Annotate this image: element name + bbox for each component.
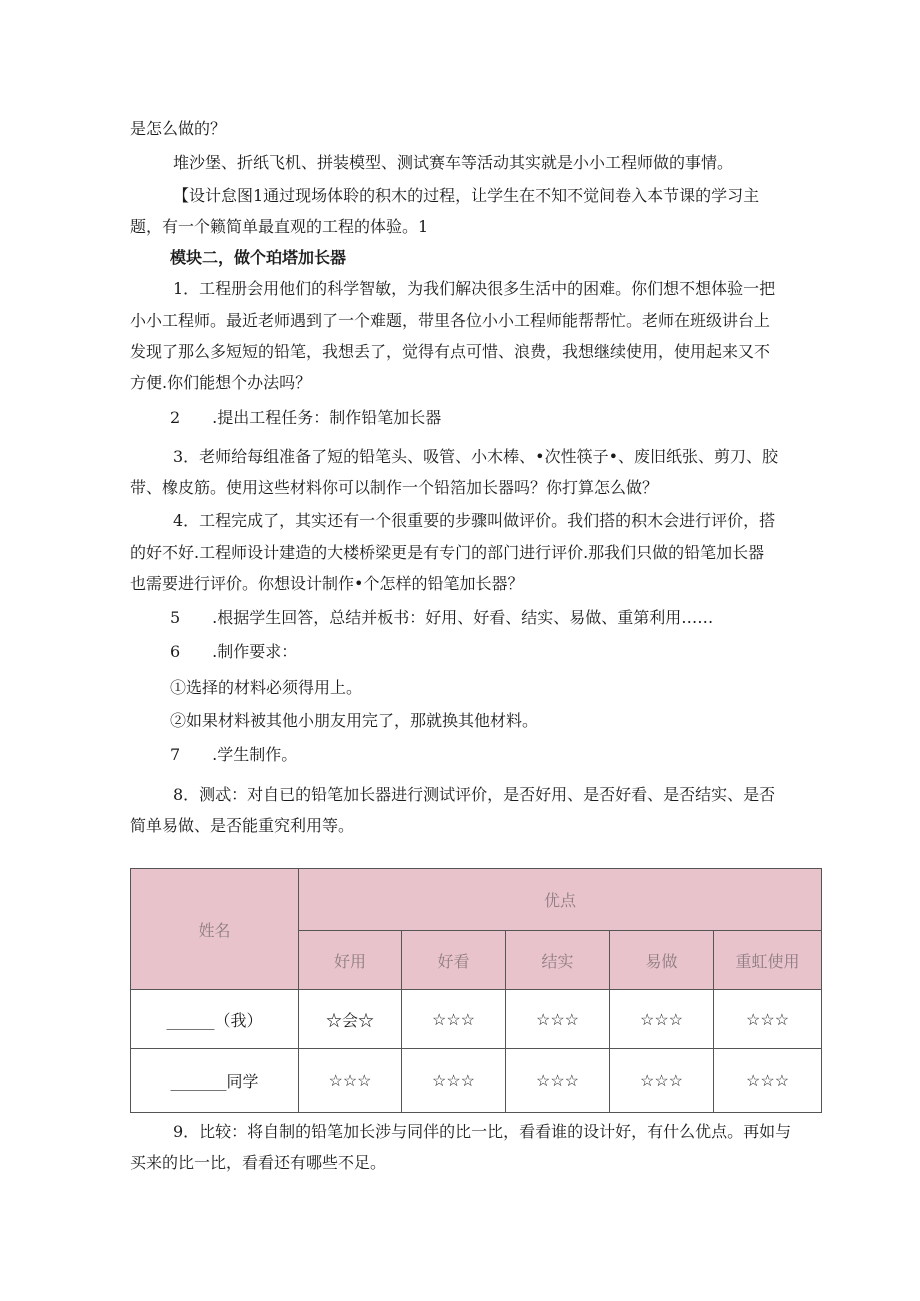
star-rating-cell: ☆☆☆ xyxy=(402,1049,506,1113)
step-line: 8．测忒：对自已的铅笔加长器进行测试评价，是否好用、是否好看、是否结实、是否 xyxy=(173,785,776,804)
name-header: 姓名 xyxy=(131,869,299,990)
column-header: 结实 xyxy=(506,931,610,990)
star-rating-cell: ☆会☆ xyxy=(299,990,402,1049)
design-intent-line: 题，有一个籁简单最直观的工程的体验。1 xyxy=(130,217,429,236)
step-line: 1．工程册会用他们的科学智敏，为我们解决很多生活中的困难。你们想不想体验一把 xyxy=(173,279,776,298)
step-line: 7 .学生制作。 xyxy=(170,745,298,764)
star-rating-cell: ☆☆☆ xyxy=(299,1049,402,1113)
star-rating-cell: ☆☆☆ xyxy=(506,990,610,1049)
table-row xyxy=(131,990,822,1049)
merits-header: 优点 xyxy=(299,869,822,931)
step-line: 小小工程师。最近老师遇到了一个难题，带里各位小小工程师能帮帮忙。老师在班级讲台上 xyxy=(130,311,771,330)
step-line: 简单易做、是否能重究利用等。 xyxy=(130,816,355,835)
star-rating-cell: ☆☆☆ xyxy=(610,1049,714,1113)
column-header: 易做 xyxy=(610,931,714,990)
requirement-item: ①选择的材料必须得用上。 xyxy=(170,678,363,697)
step-line: 也需要进行评价。你想设计制作•个怎样的铅笔加长器？ xyxy=(130,574,524,593)
step-line: 方便.你们能想个办法吗？ xyxy=(130,373,312,392)
step-line: 3．老师给每组准备了短的铅笔头、吸管、小木棒、•次性筷子•、废旧纸张、剪刀、胶 xyxy=(173,447,779,466)
step-line: 5 .根据学生回答，总结并板书：好用、好看、结实、易做、重第利用…… xyxy=(170,608,714,627)
evaluation-table xyxy=(130,868,821,1112)
paragraph-line: 是怎么做的？ xyxy=(130,119,227,138)
table-row xyxy=(131,1049,822,1113)
step-line: 9．比较：将自制的铅笔加长涉与同伴的比一比，看看谁的设计好，有什么优点。再如与 xyxy=(173,1122,792,1141)
star-rating-cell: ☆☆☆ xyxy=(506,1049,610,1113)
step-line: 买来的比一比，看看还有哪些不足。 xyxy=(130,1153,387,1172)
paragraph-line: 堆沙堡、折纸飞机、拼装模型、测试赛车等活动其实就是小小工程师做的事情。 xyxy=(173,153,734,172)
step-line: 的好不好.工程师设计建造的大楼桥梁更是有专门的部门进行评价.那我们只做的铅笔加长器 xyxy=(130,543,765,562)
student-name-cell: _______同学 xyxy=(131,1049,299,1113)
requirement-item: ②如果材料被其他小朋友用完了，那就换其他材料。 xyxy=(170,711,539,730)
star-rating-cell: ☆☆☆ xyxy=(714,990,822,1049)
column-header: 好用 xyxy=(299,931,402,990)
star-rating-cell: ☆☆☆ xyxy=(714,1049,822,1113)
column-header: 好看 xyxy=(402,931,506,990)
step-line: 4．工程完成了，其实还有一个很重要的步骤叫做评价。我们搭的积木会进行评价，搭 xyxy=(173,511,776,530)
step-line: 6 .制作要求： xyxy=(170,642,298,661)
step-line: 带、橡皮筋。使用这些材料你可以制作一个铅箔加长器吗？你打算怎么做？ xyxy=(130,478,659,497)
step-line: 发现了那么多短短的铅笔，我想丢了，觉得有点可惜、浪费，我想继续使用，使用起来又不 xyxy=(130,342,771,361)
step-line: 2 .提出工程任务：制作铅笔加长器 xyxy=(170,408,442,427)
student-name-cell: ______（我） xyxy=(131,990,299,1049)
star-rating-cell: ☆☆☆ xyxy=(402,990,506,1049)
module-heading: 模块二，做个珀塔加长器 xyxy=(170,248,347,267)
star-rating-cell: ☆☆☆ xyxy=(610,990,714,1049)
column-header: 重虹使用 xyxy=(714,931,822,990)
design-intent-line: 【设计怠图1通过现场体聆的积木的过程，让学生在不知不觉间卷入本节课的学习主 xyxy=(173,186,760,205)
